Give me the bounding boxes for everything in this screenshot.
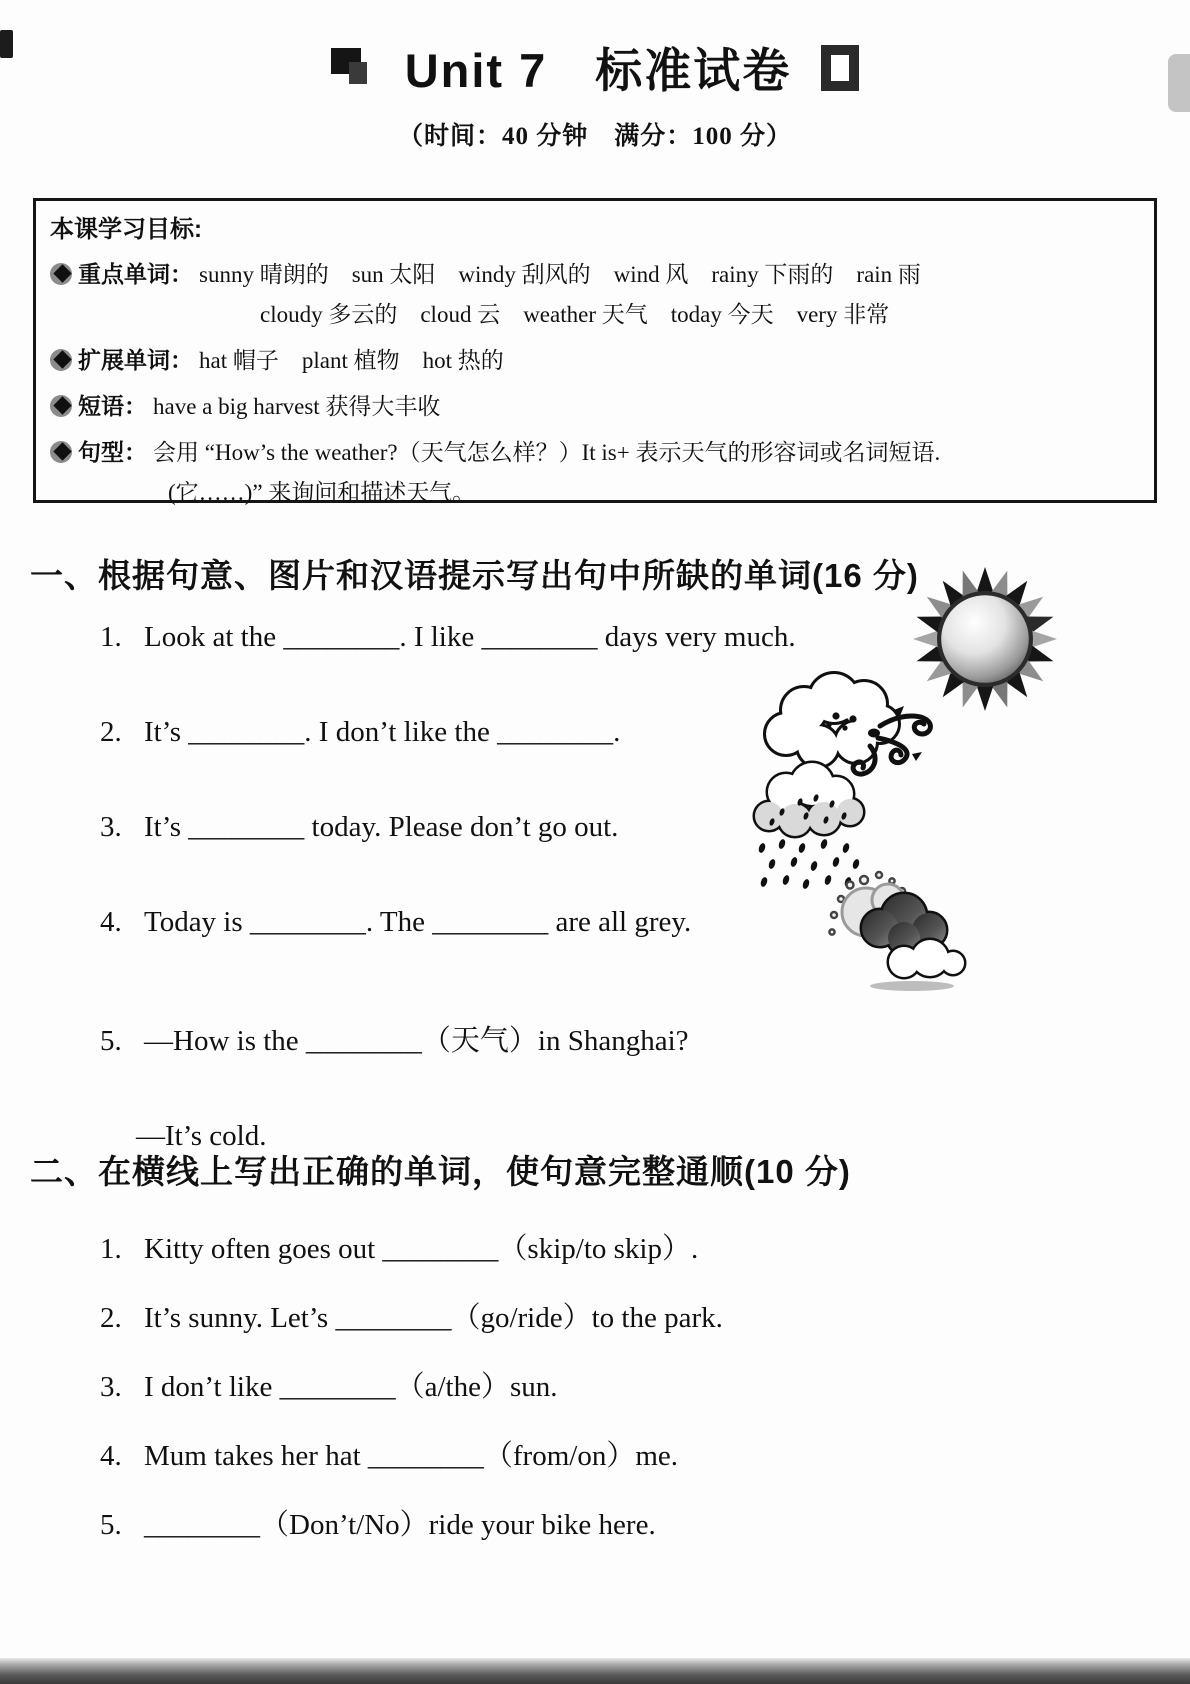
question-number: 5. (100, 1025, 122, 1057)
objective-text: 会用 “How’s the weather?（天气怎么样？）It is+ 表示天气的形容词或名词短语. (153, 440, 941, 465)
section-two-questions (100, 1226, 1000, 1571)
question-text: ________（Don’t/No）ride your bike here. (144, 1509, 656, 1541)
question-number: 2. (100, 1302, 122, 1334)
question-text: It’s sunny. Let’s ________（go/ride）to the park. (144, 1302, 723, 1334)
question-text: Kitty often goes out ________（skip/to skip）. (144, 1233, 699, 1265)
objective-text: sunny 晴朗的 sun 太阳 windy 刮风的 wind 风 rainy 下雨的 rain 雨 (199, 262, 921, 287)
bullet-diamond-icon (50, 262, 78, 288)
section-two-heading: 二、在横线上写出正确的单词，使句意完整通顺(10 分) (30, 1153, 851, 1190)
objective-text: hat 帽子 plant 植物 hot 热的 (199, 348, 504, 373)
bullet-diamond-icon (50, 394, 78, 420)
grey-clouds-icon (812, 868, 967, 998)
question-row (100, 1502, 1000, 1548)
question-row (100, 1018, 980, 1064)
question-text: Today is ________. The ________ are all grey. (144, 906, 692, 938)
section-one-heading: 一、根据句意、图片和汉语提示写出句中所缺的单词(16 分) (30, 557, 919, 594)
question-text: —How is the ________（天气）in Shanghai? (144, 1025, 689, 1057)
question-row (100, 1226, 1000, 1272)
unit-title: Unit 7 (404, 44, 548, 97)
question-number: 2. (100, 716, 122, 748)
objectives-list (50, 259, 1140, 508)
objective-label: 句型： (78, 439, 147, 465)
objective-label: 重点单词： (78, 261, 193, 287)
question-text: I don’t like ________（a/the）sun. (144, 1371, 558, 1403)
page-bottom-edge (0, 1658, 1190, 1684)
objective-row (50, 437, 1140, 468)
objective-text: have a big harvest 获得大丰收 (153, 394, 441, 419)
objective-label: 扩展单词： (78, 347, 193, 373)
question-row (100, 1295, 1000, 1341)
bullet-diamond-icon (50, 440, 78, 466)
question-number: 1. (100, 621, 122, 653)
objective-row (50, 345, 1140, 376)
question-number: 5. (100, 1509, 122, 1541)
question-row (100, 614, 980, 660)
objective-row (50, 391, 1140, 422)
question-row (100, 1364, 1000, 1410)
question-answer-line: —It’s cold. (136, 1120, 267, 1152)
time-score-subtitle: （时间：40 分钟 满分：100 分） (397, 123, 792, 150)
question-number: 4. (100, 1440, 122, 1472)
page-title (405, 34, 792, 101)
flag-icon (331, 48, 375, 88)
question-text: It’s ________ today. Please don’t go out. (144, 811, 619, 843)
paper-title: 标准试卷 (595, 44, 792, 97)
question-row (100, 1433, 1000, 1479)
question-text: It’s ________. I don’t like the ________. (144, 716, 621, 748)
objective-row (50, 259, 1140, 290)
question-number: 3. (100, 811, 122, 843)
bullet-diamond-icon (50, 348, 78, 374)
learning-objectives-box (33, 198, 1157, 503)
objective-label: 短语： (78, 393, 147, 419)
frame-icon (821, 45, 859, 91)
objectives-heading: 本课学习目标: (50, 216, 202, 243)
question-text: Look at the ________. I like ________ days very much. (144, 621, 796, 653)
question-number: 4. (100, 906, 122, 938)
question-number: 1. (100, 1233, 122, 1265)
question-text: Mum takes her hat ________（from/on）me. (144, 1440, 678, 1472)
question-number: 3. (100, 1371, 122, 1403)
objective-text-continued: (它……)” 来询问和描述天气。 (168, 480, 476, 505)
objective-text-continued: cloudy 多云的 cloud 云 weather 天气 today 今天 very 非常 (260, 302, 890, 327)
page-header (0, 34, 1190, 101)
cloudy-image (812, 868, 967, 998)
